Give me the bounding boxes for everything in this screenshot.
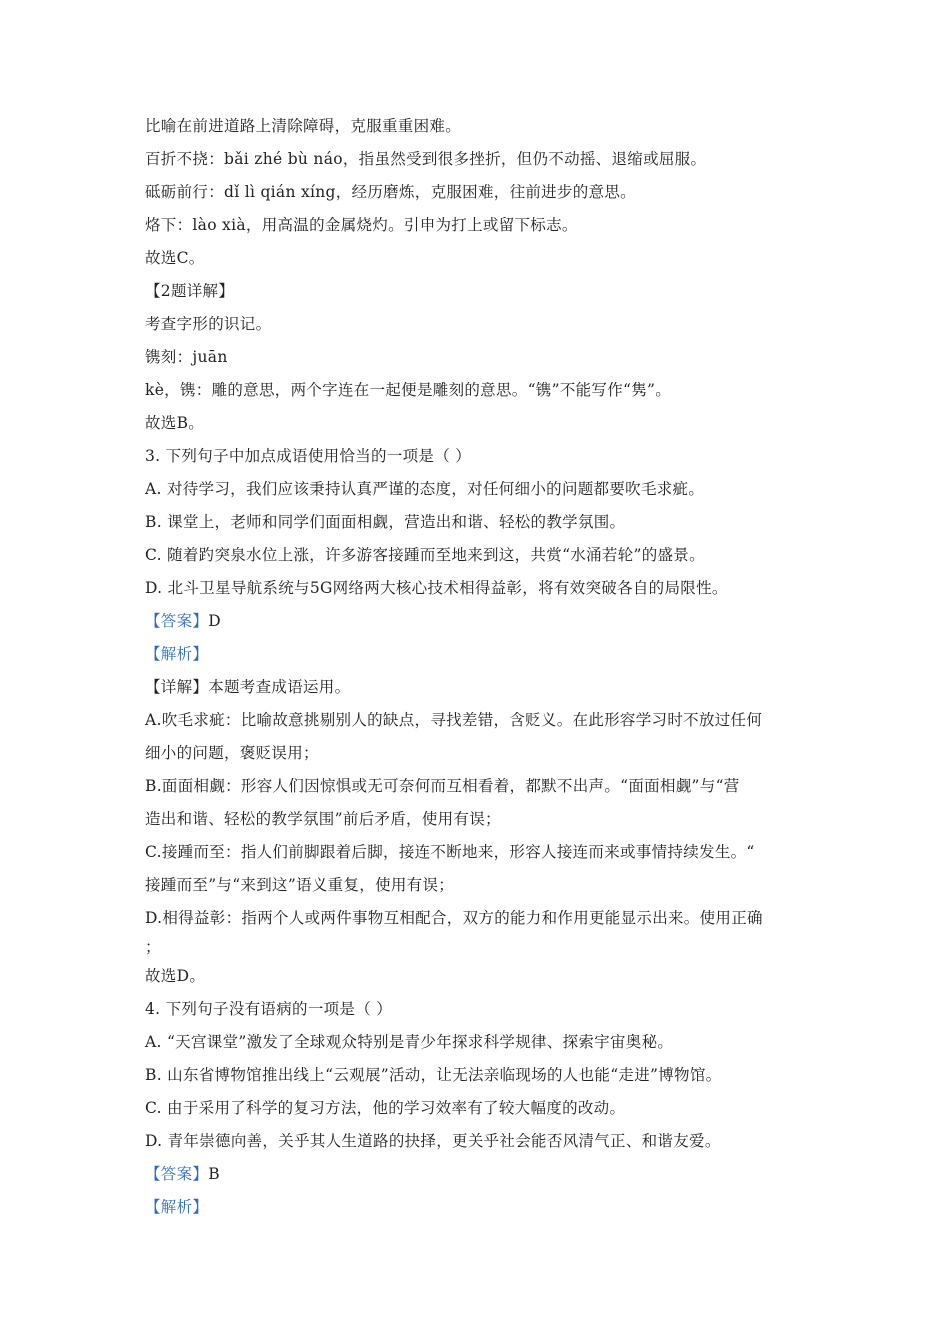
question-4-option-b: B. 山东省博物馆推出线上“云观展”活动，让无法亲临现场的人也能“走进”博物馆。: [145, 1066, 722, 1084]
analysis-label: 【解析】: [145, 1198, 209, 1216]
analysis-label: 【解析】: [145, 645, 209, 663]
text-line: kè，镌：雕的意思，两个字连在一起便是雕刻的意思。“镌”不能写作“隽”。: [145, 381, 672, 399]
question-4-option-a: A. “天宫课堂”激发了全球观众特别是青少年探求科学规律、探索宇宙奥秘。: [145, 1033, 674, 1051]
answer-value: D: [208, 612, 221, 630]
text-line: B.面面相觑：形容人们因惊惧或无可奈何而互相看着，都默不出声。“面面相觑”与“营: [145, 777, 740, 795]
text-line: 考查字形的识记。: [145, 315, 272, 333]
answer-value: B: [208, 1165, 220, 1183]
text-line: 【详解】本题考查成语运用。: [145, 678, 351, 696]
text-line: 比喻在前进道路上清除障碍，克服重重困难。: [145, 117, 462, 135]
text-line: 故选B。: [145, 414, 205, 432]
text-line: 百折不挠：bǎi zhé bù náo，指虽然受到很多挫折，但仍不动摇、退缩或屈服。: [145, 150, 707, 168]
text-line: 细小的问题，褒贬误用；: [145, 744, 319, 762]
text-line: 砥砺前行：dǐ lì qián xíng，经历磨炼，克服困难，往前进步的意思。: [145, 183, 636, 201]
question-4-title: 4. 下列句子没有语病的一项是（ ）: [145, 1000, 393, 1018]
answer-line: [145, 1163, 805, 1185]
answer-label: 【答案】: [145, 612, 209, 630]
text-line: ；: [145, 938, 161, 956]
question-3-option-c: C. 随着趵突泉水位上涨，许多游客接踵而至地来到这，共赏“水涌若轮”的盛景。: [145, 546, 705, 564]
question-4-option-d: D. 青年崇德向善，关乎其人生道路的抉择，更关乎社会能否风清气正、和谐友爱。: [145, 1132, 721, 1150]
question-4-option-c: C. 由于采用了科学的复习方法，他的学习效率有了较大幅度的改动。: [145, 1099, 626, 1117]
text-line: D.相得益彰：指两个人或两件事物互相配合，双方的能力和作用更能显示出来。使用正确: [145, 909, 763, 927]
question-3-option-a: A. 对待学习，我们应该秉持认真严谨的态度，对任何细小的问题都要吹毛求疵。: [145, 480, 705, 498]
text-line: 镌刻：juān: [145, 348, 228, 366]
question-3-option-d: D. 北斗卫星导航系统与5G网络两大核心技术相得益彰，将有效突破各自的局限性。: [145, 579, 728, 597]
text-line: 造出和谐、轻松的教学氛围”前后矛盾，使用有误；: [145, 810, 501, 828]
question-3-option-b: B. 课堂上，老师和同学们面面相觑，营造出和谐、轻松的教学氛围。: [145, 513, 626, 531]
text-line: C.接踵而至：指人们前脚跟着后脚，接连不断地来，形容人接连而来或事情持续发生。“: [145, 843, 755, 861]
section-heading: 【2题详解】: [145, 282, 235, 300]
text-line: 烙下：lào xià，用高温的金属烧灼。引申为打上或留下标志。: [145, 216, 578, 234]
text-line: 接踵而至”与“来到这”语义重复，使用有误；: [145, 876, 455, 894]
text-line: A.吹毛求疵：比喻故意挑剔别人的缺点，寻找差错，含贬义。在此形容学习时不放过任何: [145, 711, 763, 729]
text-line: 故选C。: [145, 249, 205, 267]
question-3-title: 3. 下列句子中加点成语使用恰当的一项是（ ）: [145, 447, 472, 465]
text-line: 故选D。: [145, 967, 206, 985]
answer-line: [145, 610, 805, 632]
answer-label: 【答案】: [145, 1165, 209, 1183]
